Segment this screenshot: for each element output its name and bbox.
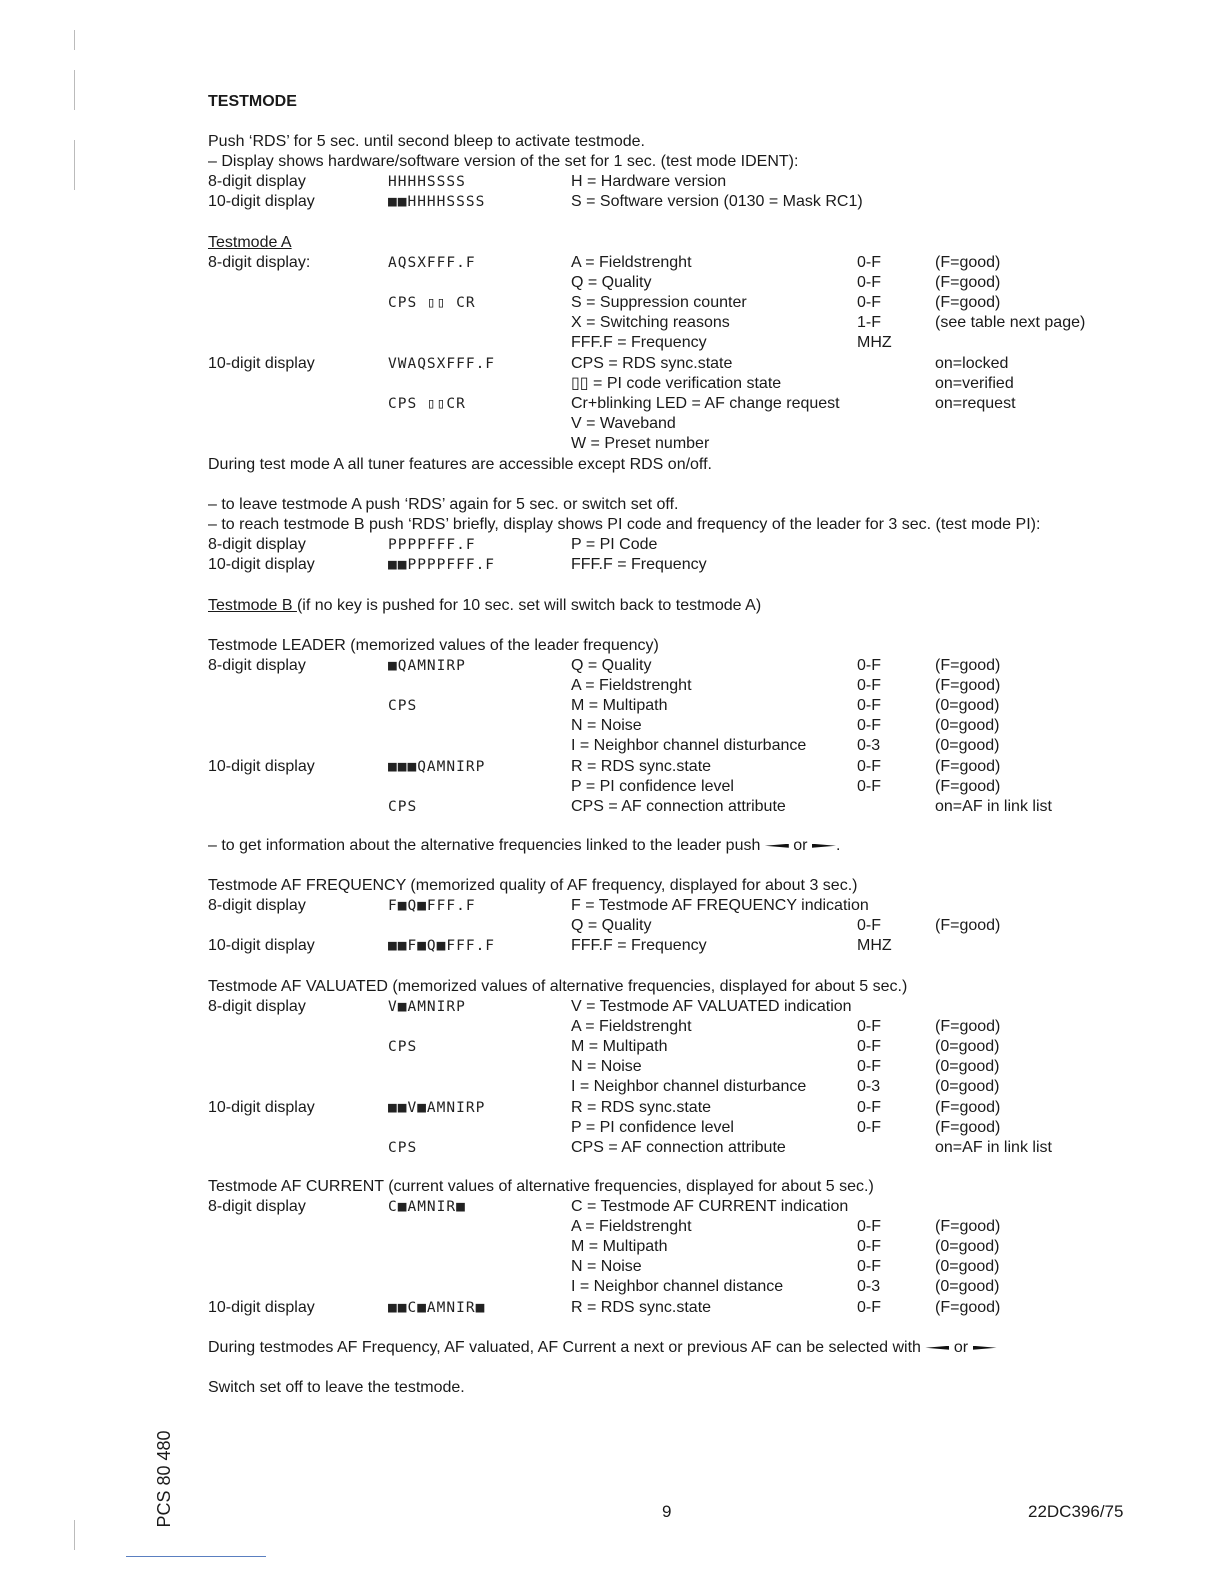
row-note: (0=good) [935, 737, 1000, 755]
row-note: on=AF in link list [935, 1138, 1052, 1156]
during-af-text: During testmodes AF Frequency, AF valuated, AF Current a next or previous AF can be selected with [208, 1339, 921, 1356]
intro-line-1: Push ‘RDS’ for 5 sec. until second bleep to activate testmode. [208, 133, 645, 150]
row-note: on=locked [935, 354, 1009, 372]
row-range: 0-F [857, 294, 881, 312]
arrow-right-icon [812, 841, 836, 851]
row-range: 0-F [857, 1258, 881, 1276]
display-code: ■■■QAMNIRP [388, 758, 486, 775]
row-description: I = Neighbor channel disturbance [571, 737, 807, 755]
row-label: 8-digit display [208, 897, 306, 914]
row-note: (0=good) [935, 1078, 1000, 1096]
display-code: ■■C■AMNIR■ [388, 1299, 486, 1316]
row-description: S = Suppression counter [571, 294, 747, 312]
row-description: FFF.F = Frequency [571, 556, 707, 573]
display-code: ■■HHHHSSSS [388, 194, 486, 210]
row-note: (0=good) [935, 1038, 1000, 1056]
row-note: (F=good) [935, 1118, 1001, 1136]
row-note: on=AF in link list [935, 797, 1052, 815]
row-range: 0-F [857, 1298, 881, 1316]
row-label: 8-digit display [208, 657, 306, 674]
row-description: P = PI confidence level [571, 777, 734, 795]
row-label: 10-digit display [208, 1098, 315, 1116]
row-description: A = Fieldstrenght [571, 1018, 692, 1036]
row-range: 0-F [857, 1038, 881, 1056]
row-description: M = Multipath [571, 697, 668, 715]
row-label: 10-digit display [208, 556, 315, 573]
row-range: 0-F [857, 254, 881, 271]
af-info-line [208, 836, 840, 856]
row-description: A = Fieldstrenght [571, 254, 692, 271]
display-code: ■■V■AMNIRP [388, 1099, 486, 1116]
row-note: (F=good) [935, 1098, 1001, 1116]
row-note: on=verified [935, 374, 1014, 392]
row-note: (F=good) [935, 294, 1001, 312]
row-range: MHZ [857, 937, 892, 955]
row-description: F = Testmode AF FREQUENCY indication [571, 897, 869, 914]
testmode-a-footer: During test mode A all tuner features are accessible except RDS on/off. [208, 456, 712, 473]
row-range: 0-F [857, 1118, 881, 1136]
display-code: CPS [388, 798, 418, 815]
row-description: Q = Quality [571, 917, 652, 935]
scan-mark [74, 140, 75, 190]
testmode-b-note: (if no key is pushed for 10 sec. set will switch back to testmode A) [296, 597, 762, 614]
af-info-or: or [793, 837, 808, 854]
row-range: 0-F [857, 657, 881, 674]
row-description: H = Hardware version [571, 173, 727, 190]
af-valuated-heading: Testmode AF VALUATED (memorized values of alternative frequencies, displayed for about 5 sec.) [208, 978, 908, 995]
row-range: 0-3 [857, 1078, 881, 1096]
leave-testmode-a: – to leave testmode A push ‘RDS’ again for 5 sec. or switch set off. [208, 496, 679, 513]
row-range: 0-F [857, 274, 881, 292]
row-note: (F=good) [935, 657, 1001, 674]
display-code: VWAQSXFFF.F [388, 355, 496, 372]
display-code: HHHHSSSS [388, 174, 466, 190]
row-label: 10-digit display [208, 757, 315, 775]
row-description: FFF.F = Frequency [571, 937, 707, 955]
row-label: 8-digit display: [208, 254, 311, 271]
row-description: I = Neighbor channel disturbance [571, 1078, 807, 1096]
row-note: (F=good) [935, 917, 1001, 935]
row-description: N = Noise [571, 1258, 642, 1276]
row-label: 10-digit display [208, 937, 315, 955]
display-code: ■QAMNIRP [388, 658, 466, 674]
row-note: (0=good) [935, 1278, 1000, 1296]
row-range: MHZ [857, 334, 892, 352]
row-description: M = Multipath [571, 1238, 668, 1256]
during-af-line [208, 1338, 997, 1358]
edge-line [126, 1556, 266, 1557]
row-description: A = Fieldstrenght [571, 677, 692, 695]
display-code: CPS [388, 698, 418, 715]
row-note: (F=good) [935, 757, 1001, 775]
testmode-b-heading: Testmode B [208, 597, 297, 614]
row-description: W = Preset number [571, 434, 710, 452]
row-label: 8-digit display [208, 998, 306, 1015]
row-description: P = PI confidence level [571, 1118, 734, 1136]
row-label: 8-digit display [208, 536, 306, 553]
row-range: 0-F [857, 1018, 881, 1036]
af-info-text: – to get information about the alternative frequencies linked to the leader push [208, 837, 761, 854]
row-note: (F=good) [935, 777, 1001, 795]
display-code: F■Q■FFF.F [388, 898, 476, 914]
row-range: 0-3 [857, 737, 881, 755]
row-range: 0-F [857, 697, 881, 715]
row-label: 10-digit display [208, 193, 315, 210]
scan-mark [74, 30, 75, 50]
arrow-left-icon [765, 841, 789, 851]
reach-testmode-b: – to reach testmode B push ‘RDS’ briefly, display shows PI code and frequency of the leader for 3 sec. (test mode PI): [208, 516, 1041, 533]
display-code: AQSXFFF.F [388, 255, 476, 271]
intro-line-2: – Display shows hardware/software version of the set for 1 sec. (test mode IDENT): [208, 153, 799, 170]
during-af-or: or [953, 1339, 969, 1356]
row-description: C = Testmode AF CURRENT indication [571, 1198, 849, 1215]
row-description: M = Multipath [571, 1038, 668, 1056]
testmode-b-line [208, 596, 761, 616]
row-description: X = Switching reasons [571, 314, 730, 332]
row-label: 10-digit display [208, 1298, 315, 1316]
display-code: C■AMNIR■ [388, 1199, 466, 1215]
display-code: V■AMNIRP [388, 999, 466, 1015]
row-description: CPS = RDS sync.state [571, 354, 733, 372]
row-range: 0-F [857, 1098, 881, 1116]
row-description: V = Waveband [571, 414, 676, 432]
row-description: N = Noise [571, 1058, 642, 1076]
display-code: ■■F■Q■FFF.F [388, 938, 496, 955]
row-label: 8-digit display [208, 173, 306, 190]
row-description: A = Fieldstrenght [571, 1218, 692, 1236]
row-note: (F=good) [935, 1018, 1001, 1036]
row-description: CPS = AF connection attribute [571, 1138, 786, 1156]
af-current-heading: Testmode AF CURRENT (current values of alternative frequencies, displayed for about 5 sec.) [208, 1178, 874, 1195]
display-code: CPS ▯▯ CR [388, 295, 476, 312]
row-range: 0-3 [857, 1278, 881, 1296]
row-range: 0-F [857, 1238, 881, 1256]
row-label: 10-digit display [208, 354, 315, 372]
row-note: (0=good) [935, 1058, 1000, 1076]
row-description: FFF.F = Frequency [571, 334, 707, 352]
row-note: (F=good) [935, 254, 1001, 271]
row-note: (F=good) [935, 274, 1001, 292]
af-info-end: . [835, 837, 841, 854]
row-description: N = Noise [571, 717, 642, 735]
af-frequency-heading: Testmode AF FREQUENCY (memorized quality of AF frequency, displayed for about 3 sec.) [208, 877, 858, 894]
row-description: S = Software version (0130 = Mask RC1) [571, 193, 863, 210]
row-description: I = Neighbor channel distance [571, 1278, 784, 1296]
display-code: ■■PPPPFFF.F [388, 557, 496, 573]
row-note: (F=good) [935, 1298, 1001, 1316]
row-range: 1-F [857, 314, 881, 332]
row-note: (F=good) [935, 677, 1001, 695]
document-code: 22DC396/75 [1028, 1502, 1124, 1521]
arrow-right-icon [973, 1343, 997, 1353]
row-description: V = Testmode AF VALUATED indication [571, 998, 852, 1015]
row-range: 0-F [857, 1218, 881, 1236]
row-description: R = RDS sync.state [571, 1298, 712, 1316]
display-code: PPPPFFF.F [388, 537, 476, 553]
row-range: 0-F [857, 777, 881, 795]
switch-off-line: Switch set off to leave the testmode. [208, 1379, 465, 1396]
row-description: Cr+blinking LED = AF change request [571, 394, 840, 412]
page-title: TESTMODE [208, 93, 297, 110]
row-description: ▯▯ = PI code verification state [571, 374, 782, 392]
row-label: 8-digit display [208, 1198, 306, 1215]
row-range: 0-F [857, 1058, 881, 1076]
row-range: 0-F [857, 917, 881, 935]
arrow-left-icon [925, 1343, 949, 1353]
display-code: CPS ▯▯CR [388, 395, 466, 412]
row-range: 0-F [857, 717, 881, 735]
row-description: CPS = AF connection attribute [571, 797, 786, 815]
row-note: (0=good) [935, 1258, 1000, 1276]
row-description: R = RDS sync.state [571, 757, 712, 775]
display-code: CPS [388, 1139, 418, 1156]
row-note: (0=good) [935, 717, 1000, 735]
row-description: Q = Quality [571, 274, 652, 292]
row-range: 0-F [857, 757, 881, 775]
row-note: (F=good) [935, 1218, 1001, 1236]
side-code: PCS 80 480 [154, 1430, 174, 1528]
row-note: (see table next page) [935, 314, 1086, 332]
scan-mark [74, 1520, 75, 1550]
row-description: Q = Quality [571, 657, 652, 674]
scan-mark [74, 70, 75, 110]
row-description: R = RDS sync.state [571, 1098, 712, 1116]
row-note: (0=good) [935, 697, 1000, 715]
row-note: on=request [935, 394, 1016, 412]
row-description: P = PI Code [571, 536, 658, 553]
display-code: CPS [388, 1039, 418, 1056]
page-number: 9 [662, 1502, 672, 1521]
testmode-a-heading: Testmode A [208, 234, 292, 251]
row-note: (0=good) [935, 1238, 1000, 1256]
leader-heading: Testmode LEADER (memorized values of the leader frequency) [208, 637, 659, 654]
row-range: 0-F [857, 677, 881, 695]
